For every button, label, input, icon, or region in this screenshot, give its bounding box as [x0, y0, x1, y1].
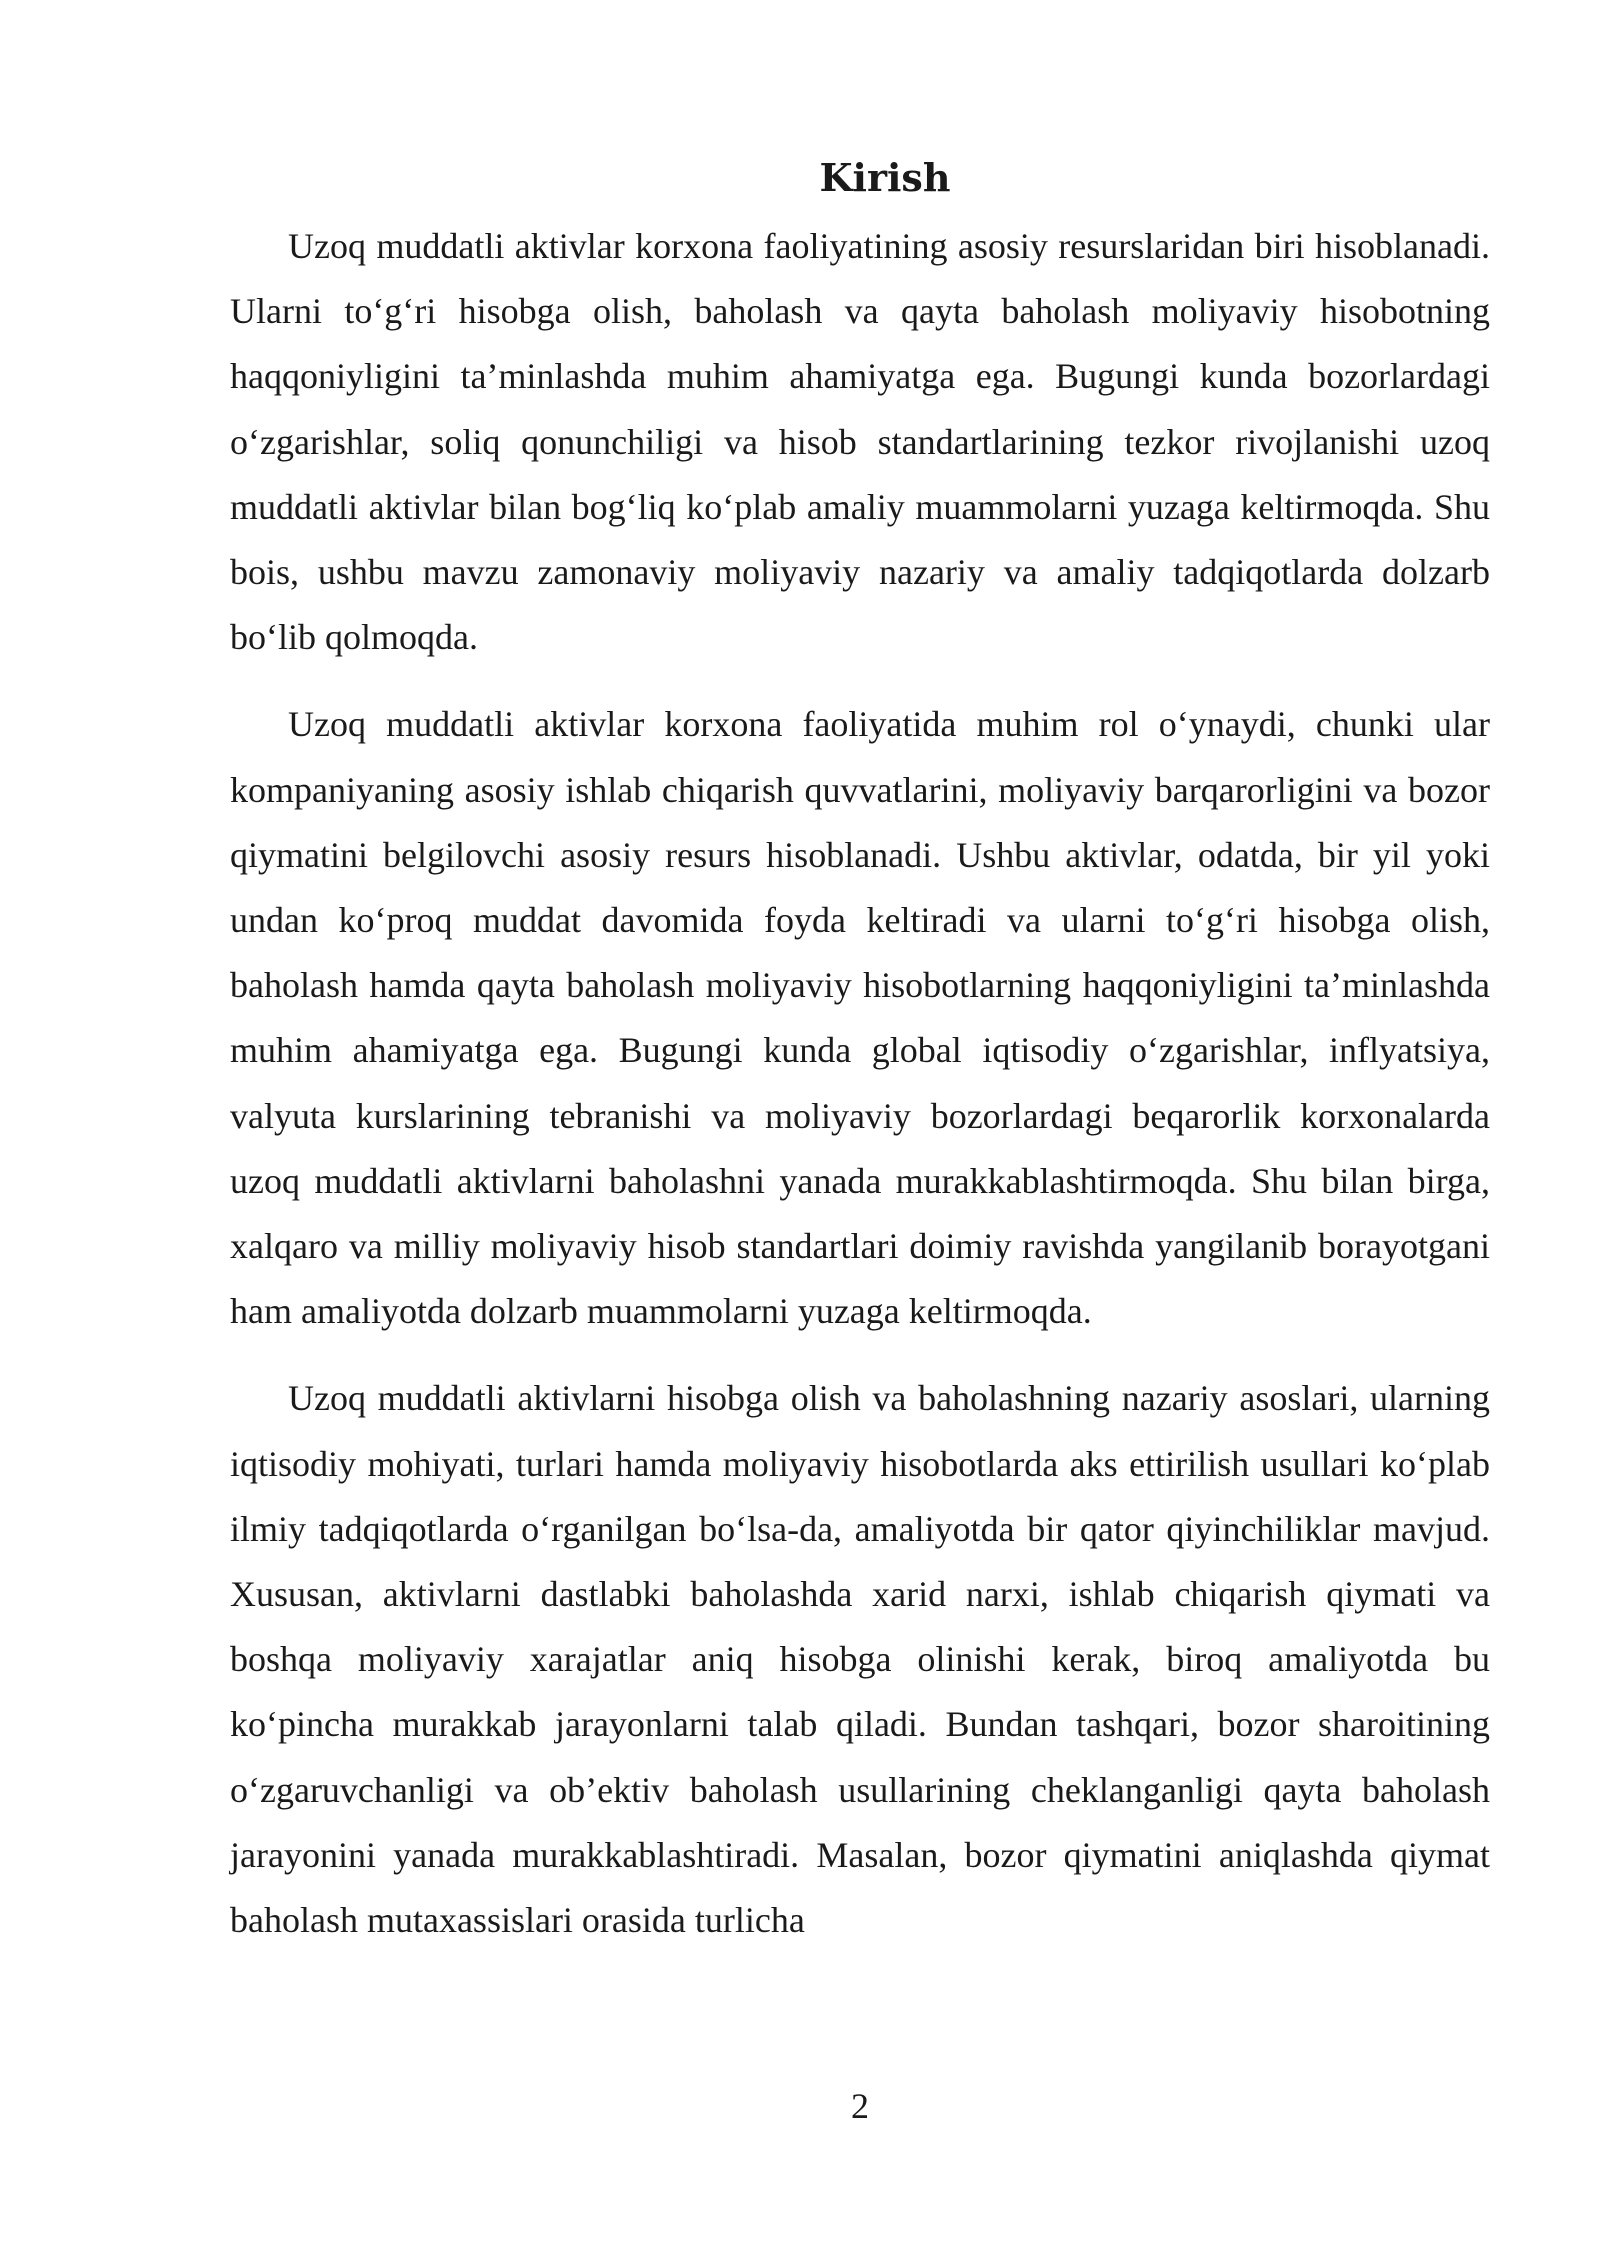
body-text — [230, 214, 1490, 1975]
paragraph-1: Uzoq muddatli aktivlar korxona faoliyatining asosiy resurslaridan biri hisoblanadi. Ularni to‘g‘ri hisobga olish, baholash va qayta baholash moliyaviy hisobotning haqqoniyligini ta’minlashda muhim ahamiyatga ega. Bugungi kunda bozorlardagi o‘zgarishlar, soliq qonunchiligi va hisob standartlarining tezkor rivojlanishi uzoq muddatli aktivlar bilan bog‘liq ko‘plab amaliy muammolarni yuzaga keltirmoqda. Shu bois, ushbu mavzu zamonaviy moliyaviy nazariy va amaliy tadqiqotlarda dolzarb bo‘lib qolmoqda. — [230, 226, 1490, 658]
paragraph-3: Uzoq muddatli aktivlarni hisobga olish va baholashning nazariy asoslari, ularning iqtisodiy mohiyati, turlari hamda moliyaviy hisobotlarda aks ettirilish usullari ko‘plab ilmiy tadqiqotlarda o‘rganilgan bo‘lsa-da, amaliyotda bir qator qiyinchiliklar mavjud. Xususan, aktivlarni dastlabki baholashda xarid narxi, ishlab chiqarish qiymati va boshqa moliyaviy xarajatlar aniq hisobga olinishi kerak, biroq amaliyotda bu ko‘pincha murakkab jarayonlarni talab qiladi. Bundan tashqari, bozor sharoitining o‘zgaruvchanligi va ob’ektiv baholash usullarining cheklanganligi qayta baholash jarayonini yanada murakkablashtiradi. Masalan, bozor qiymatini aniqlashda qiymat baholash mutaxassislari orasida turlicha — [230, 1378, 1490, 1941]
paragraph-2: Uzoq muddatli aktivlar korxona faoliyatida muhim rol o‘ynaydi, chunki ular kompaniyaning asosiy ishlab chiqarish quvvatlarini, moliyaviy barqarorligini va bozor qiymatini belgilovchi asosiy resurs hisoblanadi. Ushbu aktivlar, odatda, bir yil yoki undan ko‘proq muddat davomida foyda keltiradi va ularni to‘g‘ri hisobga olish, baholash hamda qayta baholash moliyaviy hisobotlarning haqqoniyligini ta’minlashda muhim ahamiyatga ega. Bugungi kunda global iqtisodiy o‘zgarishlar, inflyatsiya, valyuta kurslarining tebranishi va moliyaviy bozorlardagi beqarorlik korxonalarda uzoq muddatli aktivlarni baholashni yanada murakkablashtirmoqda. Shu bilan birga, xalqaro va milliy moliyaviy hisob standartlari doimiy ravishda yangilanib borayotgani ham amaliyotda dolzarb muammolarni yuzaga keltirmoqda. — [230, 704, 1490, 1332]
page-number: 2 — [851, 2086, 869, 2126]
page-title: Kirish — [819, 155, 951, 200]
